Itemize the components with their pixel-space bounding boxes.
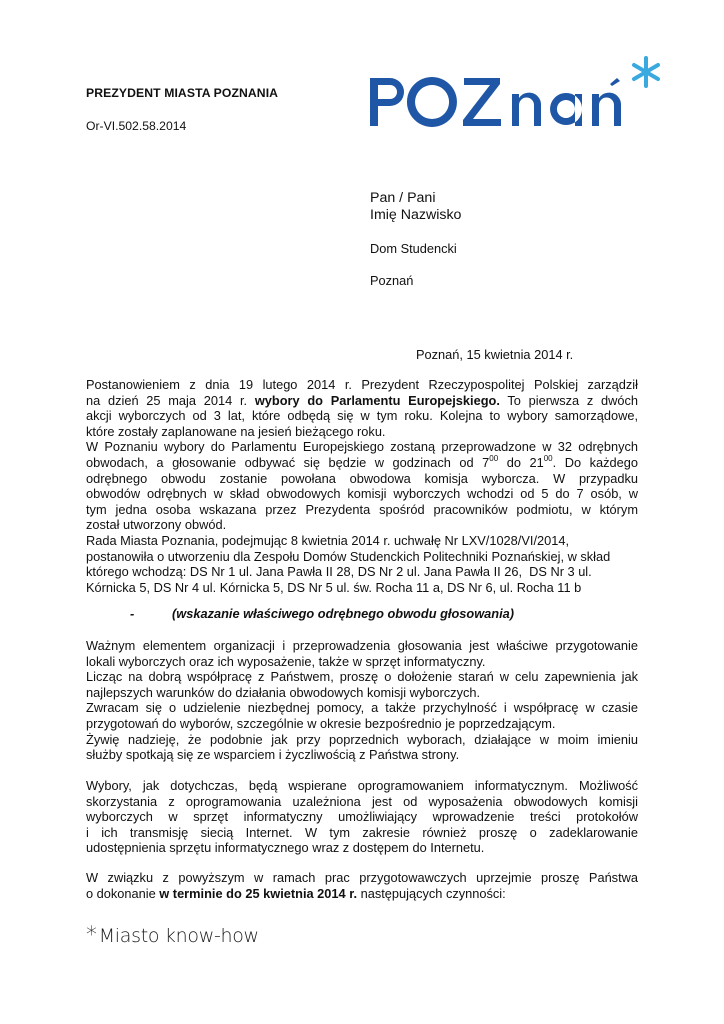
paragraph-intro bbox=[86, 377, 638, 595]
text-line: przygotowań do wyborów, szczególnie w okresie bezpośrednio je poprzedzającym. bbox=[86, 715, 556, 731]
election-emphasis: wybory do Parlamentu Europejskiego. bbox=[254, 392, 500, 408]
placeholder-text: (wskazanie właściwego odrębnego obwodu głosowania) bbox=[172, 606, 515, 621]
asterisk-icon bbox=[634, 58, 658, 86]
text-line: i ich transmisję siecią Internet. W tym zakresie również proszę o zadeklarowanie bbox=[86, 824, 638, 840]
text-line: Licząc na dobrą współpracę z Państwem, proszę o dołożenie starań w celu zapewnienia jak bbox=[86, 669, 638, 685]
sender-title: PREZYDENT MIASTA POZNANIA bbox=[86, 86, 279, 100]
paragraph-software bbox=[86, 778, 638, 856]
recipient-name: Imię Nazwisko bbox=[370, 207, 462, 223]
text-line: odrębnego obwodu zostanie powołana obwodowa komisja wyborcza. W przypadku bbox=[86, 470, 638, 486]
bullet-dash: - bbox=[130, 606, 135, 621]
text-line: Postanowieniem z dnia 19 lutego 2014 r. Prezydent Rzeczypospolitej Polskiej zarządził bbox=[86, 377, 638, 392]
asterisk-icon: * bbox=[86, 923, 97, 948]
poznan-logo bbox=[366, 56, 666, 136]
deadline-emphasis: w terminie do 25 kwietnia 2014 r. bbox=[159, 885, 358, 901]
text-line: W związku z powyższym w ramach prac przygotowawczych uprzejmie proszę Państwa bbox=[86, 870, 638, 885]
text-line: Żywię nadzieję, że podobnie jak przy poprzednich wyborach, działające w moim imieniu bbox=[86, 731, 638, 747]
recipient-city: Poznań bbox=[370, 273, 414, 288]
text-line: tym jedna osoba wskazana przez Prezydenta spośród pracowników podmiotu, w którym bbox=[86, 501, 638, 517]
letter-date: Poznań, 15 kwietnia 2014 r. bbox=[416, 347, 574, 362]
reference-number: Or-VI.502.58.2014 bbox=[86, 119, 187, 133]
text-line: wyborczych w sprzęt informatyczny umożliwiający wprowadzenie treści protokołów bbox=[86, 809, 638, 825]
text-line: obwodach, a głosowanie odbywać się będzie w godzinach od $7^{00}$ do $21^{00}$. Do każdego bbox=[86, 454, 638, 470]
text-line: skorzystania z oprogramowania uzależniona jest od wyposażenia obwodowych komisji bbox=[86, 793, 638, 809]
text-line: którego wchodzą: DS Nr 1 ul. Jana Pawła II 28, DS Nr 2 ul. Jana Pawła II 26, DS Nr 3 ul. bbox=[86, 564, 592, 580]
text-line: udostępnienia sprzętu informatycznego wraz z dostępem do Internetu. bbox=[86, 840, 485, 856]
text-line: lokali wyborczych oraz ich wyposażenie, także w sprzęt informatyczny. bbox=[86, 653, 486, 669]
text-line: o dokonanie w terminie do 25 kwietnia 2014 r. następujących czynności: bbox=[86, 885, 506, 901]
text-line: służby spotkają się ze wsparciem i życzliwością z Państwa strony. bbox=[86, 747, 460, 763]
text-line: akcji wyborczych od 3 lat, które odbędą się w tym roku. Kolejna to wybory samorządowe, bbox=[86, 408, 638, 424]
text-line: Kórnicka 5, DS Nr 4 ul. Kórnicka 5, DS Nr 5 ul. św. Rocha 11 a, DS Nr 6, ul. Rocha 11 b bbox=[86, 579, 582, 595]
text-line: obwodów odrębnych w skład obwodowych komisji wyborczych wchodzi od 5 do 7 osób, w bbox=[86, 486, 638, 502]
paragraph-request bbox=[86, 870, 638, 901]
paragraph-organization bbox=[86, 638, 638, 763]
text-line: postanowiła o utworzeniu dla Zespołu Domów Studenckich Politechniki Poznańskiej, w skład bbox=[86, 548, 611, 564]
slogan-text: Miasto know-how bbox=[98, 925, 259, 947]
text-line: Zwracam się o udzielenie niezbędnej pomocy, a także przychylność i współpracę w czasie bbox=[86, 700, 638, 716]
recipient-institution: Dom Studencki bbox=[370, 241, 457, 256]
footer-slogan bbox=[86, 923, 259, 948]
polling-district-placeholder bbox=[86, 606, 646, 622]
text-line: na dzień 25 maja 2014 r. wybory do Parlamentu Europejskiego. To pierwsza z dwóch bbox=[86, 392, 638, 408]
recipient-salutation: Pan / Pani bbox=[370, 190, 436, 206]
text-line: Ważnym elementem organizacji i przeprowadzenia głosowania jest właściwe przygotowanie bbox=[86, 638, 638, 653]
text-line: najlepszych warunków do działania obwodowych komisji wyborczych. bbox=[86, 684, 481, 700]
text-line: został utworzony obwód. bbox=[86, 517, 227, 533]
text-line: Wybory, jak dotychczas, będą wspierane oprogramowaniem informatycznym. Możliwość bbox=[86, 778, 638, 793]
text-line: W Poznaniu wybory do Parlamentu Europejskiego zostaną przeprowadzone w 32 odrębnych bbox=[86, 439, 638, 455]
text-line: Rada Miasta Poznania, podejmując 8 kwietnia 2014 r. uchwałę Nr LXV/1028/VI/2014, bbox=[86, 532, 570, 548]
text-line: które zostały zaplanowane na jesień bieżącego roku. bbox=[86, 423, 386, 439]
